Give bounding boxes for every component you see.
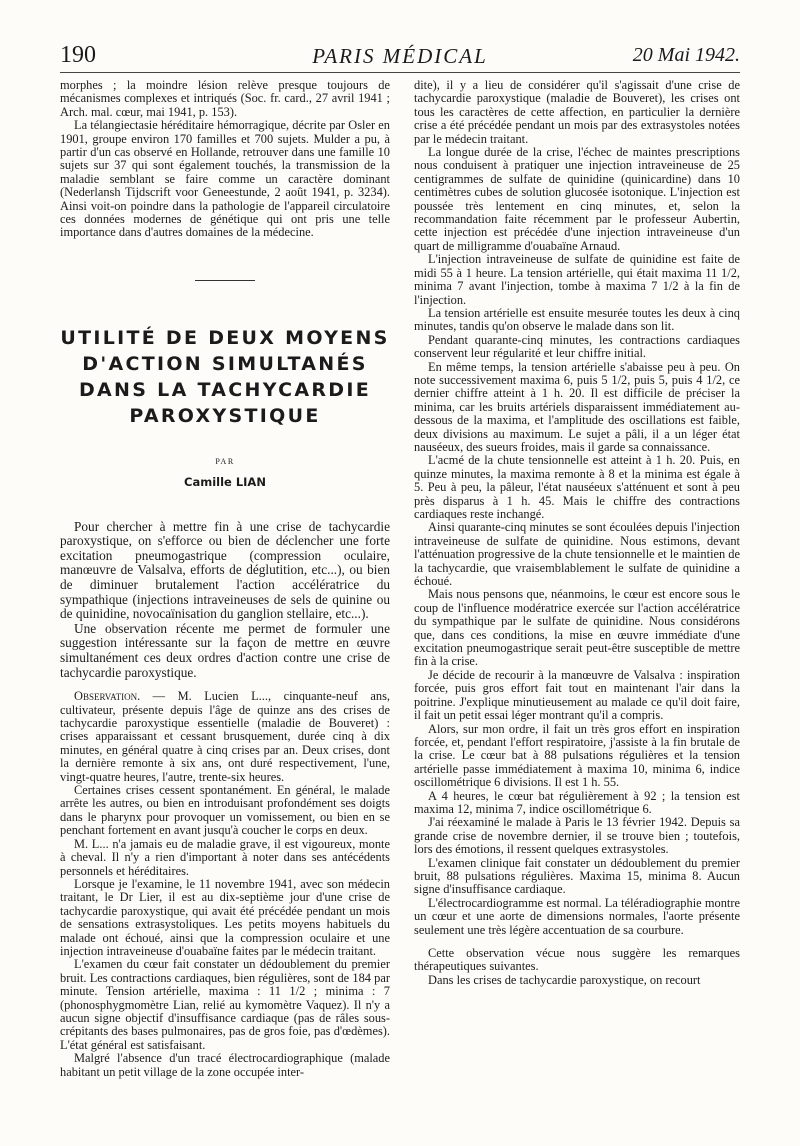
paragraph: J'ai réexaminé le malade à Paris le 13 février 1942. Depuis sa grande crise de novembre dernier, il se trouve bien ; toutefois, lors des émotions, il ressent quelques extrasystoles.	[414, 815, 740, 857]
paragraph: L'acmé de la chute tensionnelle est atteint à 1 h. 20. Puis, en quinze minutes, la maxima remonte à 8 et la minima est égale à 5. Peu à peu, la pâleur, l'état nauséeux s'atténuent et sont à peu près disparus à 1 h. 45. Mais le chiffre des contractions cardiaques reste inchangé.	[414, 453, 740, 521]
intro-paragraph: Pour chercher à mettre fin à une crise de tachycardie paroxystique, on s'efforce ou bien de déclencher une forte excitation pneumogastrique (compression oculaire, manœuvre de Valsalva, efforts de déglutition, etc...), ou bien de diminuer brutalement l'action accélératrice du sympathique (injections intraveineuses de sels de quinine ou de quinidine, novocaïnisation du ganglion stellaire, etc...).	[60, 518, 390, 622]
paragraph: Certaines crises cessent spontanément. En général, le malade arrête les autres, ou bien en introduisant profondément ses doigts dans le pharynx pour provoquer un vomissement, ou bien en se penchant fortement en avant jusqu'à coucher le corps en deux.	[60, 783, 390, 838]
paragraph: Dans les crises de tachycardie paroxystique, on recourt	[428, 972, 701, 987]
paragraph: Alors, sur mon ordre, il fait un très gros effort en inspiration forcée, et, pendant l'effort respiratoire, j'assiste à la fin brutale de la crise. Le cœur bat à 88 pulsations régulières et la tension artérielle passe immédiatement à maxima 10, minima 6, indice oscillométrique 6 divisions. Il est 1 h. 55.	[414, 721, 740, 790]
observation-paragraph	[60, 690, 390, 784]
paragraph: dite), il y a lieu de considérer qu'il s'agissait d'une crise de tachycardie paroxystique (maladie de Bouveret), les crises ont tous les caractères de cette affection, en particulier la dernière crise a été précédée pendant un mois par des extrasystoles notées par le médecin traitant.	[414, 78, 740, 146]
left-column	[60, 79, 390, 1079]
observation-label: Observation.	[74, 689, 141, 704]
running-header	[60, 42, 740, 73]
section-divider	[195, 280, 255, 281]
paragraph: Lorsque je l'examine, le 11 novembre 1941, avec son médecin traitant, le Dr Lier, il est au dix-septième jour d'une crise de tachycardie paroxystique, qui avait été précédée pendant un mois de sensations extrasystoliques. Les petits moyens habituels du malade ont échoué, ainsi que la compression oculaire et une injection intraveineuse d'ouabaïne faites par le médecin traitant.	[60, 876, 390, 958]
page-number: 190	[60, 42, 96, 68]
paragraph: L'injection intraveineuse de sulfate de quinidine est faite de midi 55 à 1 heure. La tension artérielle, qui était maxima 11 1/2, minima 7 avant l'injection, tombe à maxima 7 1/2 à la fin de l'injection.	[414, 252, 740, 307]
paragraph: L'électrocardiogramme est normal. La téléradiographie montre un cœur et une aorte de dimensions normales, l'aorte présente seulement une très légère accentuation de sa courbure.	[414, 895, 740, 937]
paragraph: En même temps, la tension artérielle s'abaisse peu à peu. On note successivement maxima 6, puis 5 1/2, puis 5, puis 4 1/2, ce dernier chiffre atteint à 1 h. 20. Il est difficile de préciser la minima, car les bruits artériels disparaissent immédiatement au-dessous de la maxima, et l'amplitude des oscillations est faible, deux divisions au maximum. Le sujet a pâli, il a un léger état nauséeux, des sueurs froides, mais il garde sa connaissance.	[414, 359, 740, 454]
observation-text: — M. Lucien L..., cinquante-neuf ans, cultivateur, présente depuis l'âge de quinze ans des crises de tachycardie paroxystique essentielle (maladie de Bouveret) : crises apparaissant et cessant brusquement, durée cinq à dix minutes, en général quatre à cinq crises par an. Deux crises, dont la dernière remonte à six ans, ont duré respectivement, l'une, vingt-quatre heures, l'autre, trente-six heures.	[60, 689, 390, 784]
paragraph: La tension artérielle est ensuite mesurée toutes les deux à cinq minutes, tandis qu'on observe le malade dans son lit.	[414, 305, 740, 334]
paragraph: Ainsi quarante-cinq minutes se sont écoulées depuis l'injection intraveineuse de sulfate de quinidine. Nous estimons, devant l'atténuation progressive de la chute tensionnelle et le maintien de la tachycardie, que vraisemblablement le sulfate de quinidine a échoué.	[414, 520, 740, 589]
paragraph: morphes ; la moindre lésion relève presque toujours de mécanismes complexes et intriqués (Soc. fr. card., 27 avril 1941 ; Arch. mal. cœur, mai 1941, p. 153).	[60, 78, 390, 119]
issue-date: 20 Mai 1942.	[632, 44, 740, 66]
byline-par: PAR	[215, 456, 235, 466]
byline-author: Camille LIAN	[184, 475, 266, 490]
paragraph: Cette observation vécue nous suggère les remarques thérapeutiques suivantes.	[414, 946, 740, 974]
paragraph: La télangiectasie héréditaire hémorragique, décrite par Osler en 1901, groupe environ 170 familles et 700 sujets. Mulder a pu, à partir d'un cas observé en Hollande, retrouver dans une famille 10 sujets sur 37 qui sont également touchés, la transmission de la maladie semblant se faire comme un caractère dominant (Nederlansh Tijdscrift voor Geneestunde, 2 août 1941, p. 3234). Ainsi voit-on poindre dans la pathologie de l'appareil circulatoire ces données modernes de génétique qui ont pris une telle importance dans d'autres domaines de la médecine.	[60, 118, 390, 240]
paragraph: A 4 heures, le cœur bat régulièrement à 92 ; la tension est maxima 12, minima 7, indice oscillométrique 6.	[414, 788, 740, 816]
right-column	[414, 79, 740, 987]
paragraph: M. L... n'a jamais eu de maladie grave, il est vigoureux, monte à cheval. Il n'y a rien d'important à noter dans ses antécédents personnels et héréditaires.	[60, 836, 390, 878]
paragraph: Je décide de recourir à la manœuvre de Valsalva : inspiration forcée, puis gros effort fait tout en maintenant l'air dans la poitrine. J'explique minutieusement au malade ce qu'il doit faire, il fait un petit essai léger montrant qu'il a compris.	[414, 667, 740, 723]
paragraph: Pendant quarante-cinq minutes, les contractions cardiaques conservent leur régularité et leur chiffre initial.	[414, 332, 740, 361]
article-title: UTILITÉ DE DEUX MOYENS D'ACTION SIMULTANÉS DANS LA TACHYCARDIE PAROXYSTIQUE	[60, 326, 390, 427]
paragraph: La longue durée de la crise, l'échec de maintes prescriptions nous conduisent à pratiquer une injection intraveineuse de 25 centigrammes de sulfate de quinidine (quinicardine) dans 10 centimètres cubes de solution glucosée isotonique. L'injection est poussée très lentement en cinq minutes, et, selon la recommandation faite récemment par le professeur Aubertin, cette injection est précédée d'une injection intraveineuse d'un quart de milligramme d'ouabaïne Arnaud.	[414, 145, 740, 253]
paragraph: L'examen du cœur fait constater un dédoublement du premier bruit. Les contractions cardiaques, bien régulières, sont de 184 par minute. Tension artérielle, maxima : 11 1/2 ; minima : 7 (phonosphygmomètre Lian, relié au kymomètre Vaquez). Il n'y a aucun signe objectif d'insuffisance cardiaque (pas de râles sous-crépitants des bases pulmonaires, pas de gros foie, pas d'œdèmes). L'état général est satisfaisant.	[60, 957, 390, 1052]
paragraph: L'examen clinique fait constater un dédoublement du premier bruit, 88 pulsations régulières. Maxima 15, minima 8. Aucun signe d'insuffisance cardiaque.	[414, 855, 740, 897]
journal-title: PARIS MÉDICAL	[312, 44, 488, 68]
paragraph: Malgré l'absence d'un tracé électrocardiographique (malade habitant un petit village de la zone occupée inter-	[60, 1051, 390, 1079]
paragraph: Mais nous pensons que, néanmoins, le cœur est encore sous le coup de l'influence modératrice exercée sur l'action accélératrice du sympathique par le sulfate de quinidine. Nous considérons que, dans ces conditions, la mise en œuvre immédiate d'une excitation pneumogastrique serait peut-être susceptible de mettre fin à la crise.	[414, 587, 740, 669]
intro-paragraph: Une observation récente me permet de formuler une suggestion intéressante sur la façon de mettre en œuvre simultanément ces deux ordres d'action contre une crise de tachycardie paroxystique.	[60, 620, 390, 680]
